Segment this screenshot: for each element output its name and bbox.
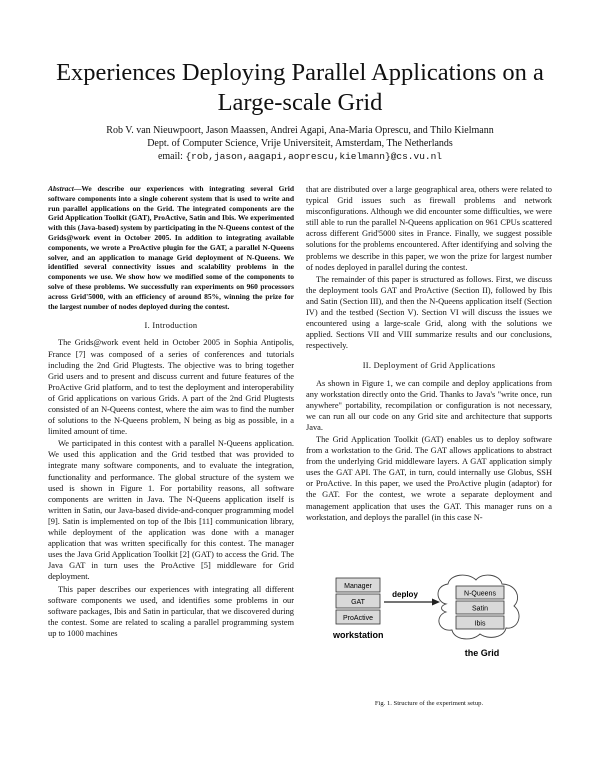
gat-box-label: GAT: [351, 599, 365, 606]
deploy-label: deploy: [392, 590, 418, 599]
nqueens-box-label: N-Queens: [464, 590, 496, 598]
author-block: [30, 124, 570, 163]
affiliation: Dept. of Computer Science, Vrije Universiteit, Amsterdam, The Netherlands: [147, 138, 453, 149]
title-line-2: Large-scale Grid: [217, 89, 383, 116]
abstract-dash: —: [73, 184, 82, 193]
deployment-paragraph: As shown in Figure 1, we can compile and deploy applications from any workstation directly onto the Grid. Thanks to Java's "write once, run anywhere" portability, recompilation or configuration is not necessary, we can run all our code on any Grid site and architecture that supports Java.: [306, 378, 552, 432]
abstract: [48, 184, 294, 311]
workstation-label: workstation: [333, 630, 384, 640]
title-line-1: Experiences Deploying Parallel Applications on a: [56, 59, 544, 86]
section-heading-introduction: I. Introduction: [144, 321, 198, 331]
figure-caption: Fig. 1. Structure of the experiment setup.: [374, 700, 484, 707]
deployment-paragraph: The Grid Application Toolkit (GAT) enables us to deploy software from a workstation to the Grid. The GAT allows applications to abstract from the underlying Grid middleware layers. A GAT application simply uses the GAT API. The GAT, in turn, could internally use Globus, SSH or ProActive. In this paper, we used the ProActive plugin (adaptor) for the GAT. For the contest, we wrote a separate deployment and management application that uses the GAT. This manager runs on a workstation, and deploys the parallel (in this case N-: [306, 434, 552, 522]
deploy-arrow-head: [432, 599, 440, 606]
intro-paragraph: We participated in this contest with a parallel N-Queens application. We used this application and the Grid testbed that was provided to integrate many software components, and to evaluate the integration, functionality and performance. The global structure of the system we used is shown in Figure 1. For portability reasons, all software components are written in Java. The N-Queens application itself is written in Satin, our Java-based divide-and-conquer programming model [9]. Satin is implemented on top of the Ibis [11] communication library, while deployment of the application was done with a manager application that was written specifically for this contest. The manager uses the Java Grid Application Toolkit [2] (GAT) to access the Grid. The Java GAT in turn uses the ProActive [5] middleware for Grid deployment.: [48, 439, 294, 582]
paper-title: [40, 58, 560, 118]
figure-1: [330, 572, 530, 682]
abstract-label: Abstract: [48, 184, 74, 193]
intro-paragraph: The Grids@work event held in October 2005 in Sophia Antipolis, France [7] was composed of a series of conferences and tutorials including the 2nd Grid Plugtests. The objective was to bring together Grid users and to present and discuss current and future features of the ProActive Grid platform, and to test the deployment and interoperability of Grid applications on various Grids. A part of the 2nd Grid Plugtests consisted of an N-Queens contest, where the aim was to find the number of solutions to the N-Queens problem, N being as big as possible, in a limited amount of time.: [48, 338, 294, 437]
email-label: email:: [157, 151, 183, 162]
email-address: {rob,jason,aagapi,aoprescu,kielmann}@cs.vu.nl: [185, 151, 443, 162]
intro-continued-paragraph: that are distributed over a large geographical area, others were related to typical Grid issues such as firewall problems and network misconfigurations. Although we did encounter some difficulties, we were still able to run the parallel N-Queens application on 961 CPUs scattered across different Grid'5000 sites in France. Finally, we suggest possible solutions for the problems encountered. After identifying and solving the problems we describe in this paper, we won the prize for largest number of nodes deployed in parallel during the contest.: [306, 185, 552, 272]
manager-box-label: Manager: [344, 583, 372, 590]
outline-paragraph: The remainder of this paper is structured as follows. First, we discuss the deployment tools GAT and ProActive (Section II), followed by Ibis and Satin (Section III), and then the N-Queens application itself (Section IV) and the testbed (Section V). Section VI will discuss the issues we encountered using a large-scale Grid, along with the solutions we applied. Sections VII and VIII summarize results and our conclusions, respectively.: [306, 274, 552, 351]
satin-box-label: Satin: [472, 605, 488, 613]
proactive-box-label: ProActive: [343, 615, 373, 622]
left-column: [48, 184, 294, 639]
section-heading-deployment: II. Deployment of Grid Applications: [362, 361, 496, 371]
abstract-text: We describe our experiences with integrating several Grid software components into a single coherent system that is used to write and run parallel applications on the Grid. The integrated components are the Grid Application Toolkit (GAT), ProActive, Satin and Ibis. We experimented with this (Java-based) system by participating in the N-Queens contest of the Grids@work event in October 2005. In addition to integrating available components, we wrote a ProActive plugin for the GAT, a parallel N-Queens solver, and an application to manage Grid deployment of N-Queens. We identified several connectivity issues and scalability problems in the components we use. We show how we modified some of the components to solve of these problems. We successfully ran experiments on 960 processors across Grid'5000, with an efficiency of around 85%, winning the prize for the largest number of nodes deployed during the contest.: [48, 184, 294, 311]
author-names: Rob V. van Nieuwpoort, Jason Maassen, Andrei Agapi, Ana-Maria Oprescu, and Thilo Kielmann: [106, 125, 494, 136]
right-column: [306, 184, 552, 523]
grid-label: the Grid: [464, 648, 500, 658]
intro-paragraph: This paper describes our experiences with integrating all different software components we used, and identifies some problems in our software packages, Ibis and Satin in particular, that we discovered during the contest. Some are related to scaling a parallel programming system up to 1000 machines: [48, 584, 294, 638]
email-line: [30, 150, 570, 163]
experiment-setup-diagram: [330, 572, 530, 682]
ibis-box-label: Ibis: [474, 620, 486, 628]
